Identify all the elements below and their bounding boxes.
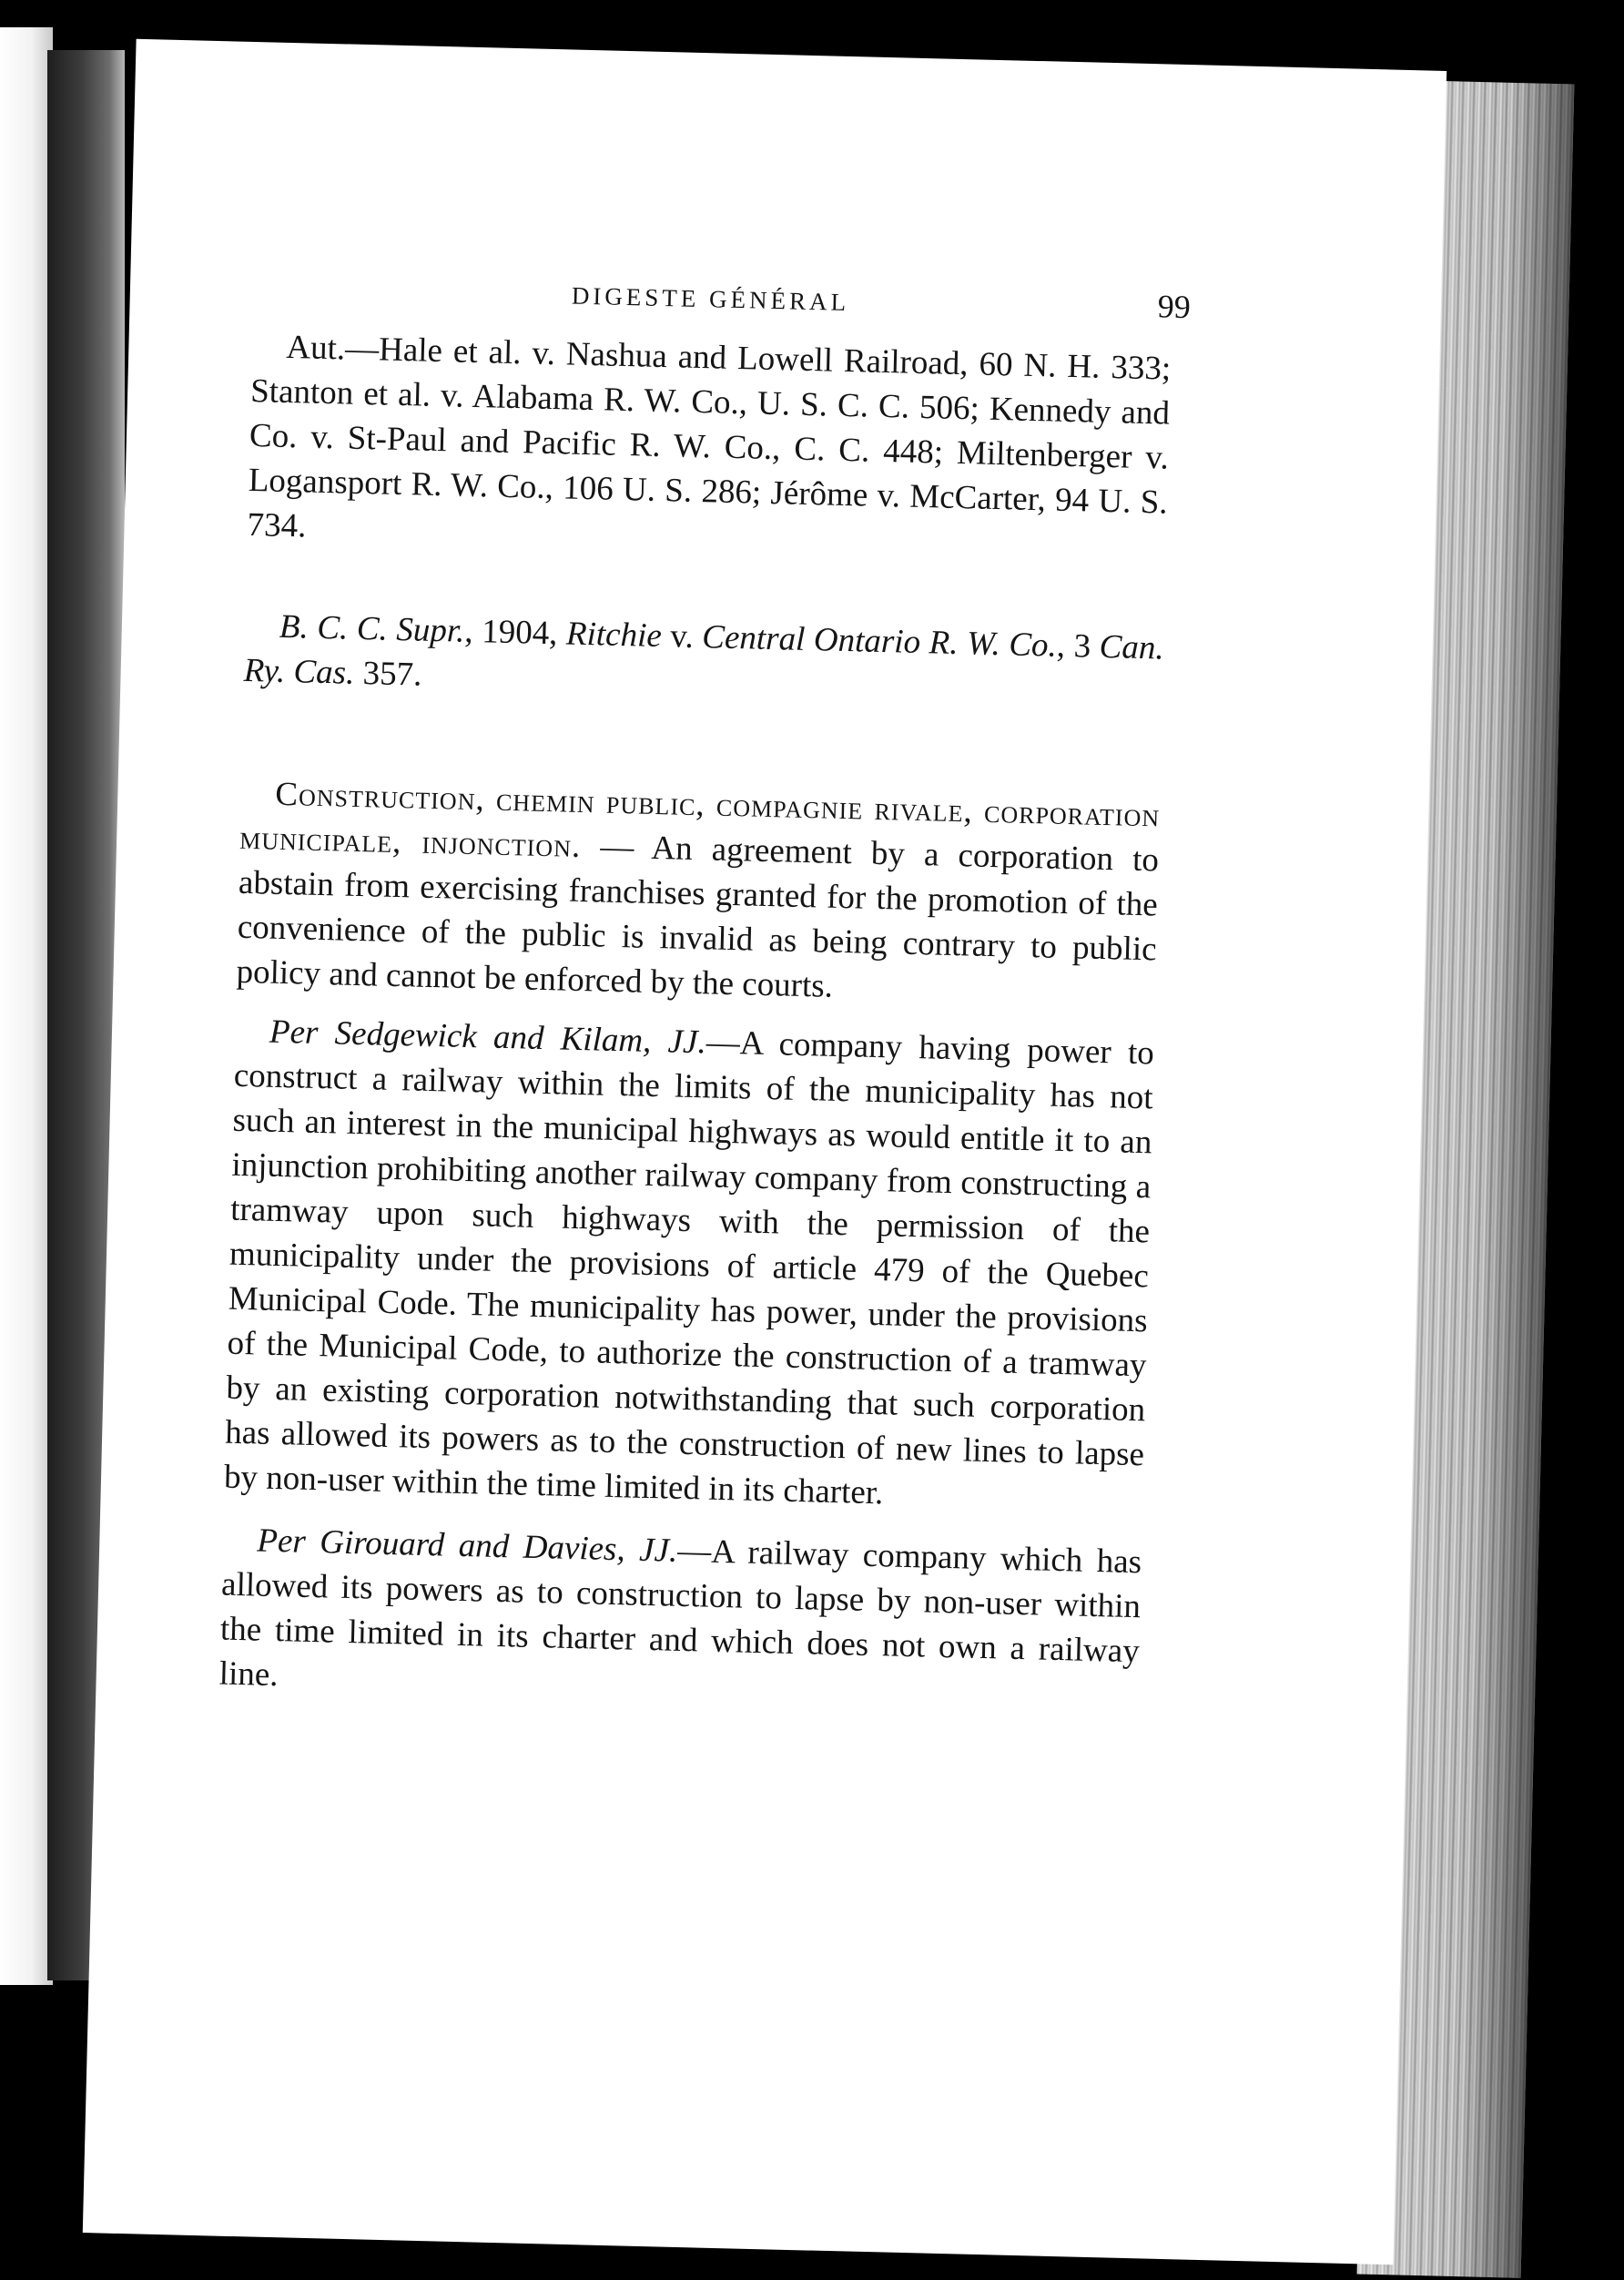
entry-summary: An agreement by a corporation to abstain from exercising franchises granted for the promotion of the convenience of the public is invalid as being contrary to public policy and cannot be enforced by the courts. (236, 829, 1160, 1005)
book-page (83, 39, 1446, 2265)
running-head: DIGESTE GÉNÉRAL (571, 281, 850, 316)
source-party-1: Ritchie (565, 615, 663, 656)
entry-dash: — (580, 827, 652, 867)
source-court: B. C. C. Supr. (279, 607, 465, 650)
source-party-2: Central Ontario R. W. Co. (701, 618, 1058, 665)
opinion-2-text: —A railway company which has allowed its powers as to construction to lapse by non-user within the time limited in its charter and which does not own a railway line. (218, 1532, 1142, 1695)
source-page: 357. (353, 654, 422, 694)
opinion-paragraph-2 (218, 1518, 1142, 1719)
page-text-block (218, 260, 1192, 1718)
source-v: v. (661, 617, 703, 657)
source-year: , 1904, (463, 612, 567, 653)
page-number: 99 (1157, 288, 1192, 326)
entry-summary-paragraph (236, 771, 1161, 1017)
opinion-1-text: —A company having power to construct a railway within the limits of the municipality has not such an interest in the municipal highways as would entitle it to an injunction prohibiting another railway company from constructing a tramway upon such highways with the permission of the municipality under the provisions of article 479 of the Quebec Municipal Code. The municipality has power, under the provisions of the Municipal Code, to authorize the construction of a tramway by an existing corporation notwithstanding that such corporation has allowed its powers as to the construction of new lines to lapse by non-user within the time limited in its charter. (223, 1023, 1155, 1512)
source-volume: , 3 (1056, 626, 1101, 666)
authorities-paragraph: Aut.—Hale et al. v. Nashua and Lowell Railroad, 60 N. H. 333; Stanton et al. v. Alabama R. W. Co., U. S. C. C. 506; Kennedy and Co. v. St-Paul and Pacific R. W. Co., C. C. 448; Miltenberger v. Logansport R. W. Co., 106 U. S. 286; Jérôme v. McCarter, 94 U. S. 734. (247, 328, 1172, 545)
opinion-1-judges: Per Sedgewick and Kilam, JJ. (269, 1013, 707, 1062)
opinion-paragraph-1 (223, 1009, 1154, 1522)
source-report: Can. Ry. Cas. (243, 627, 1165, 692)
entry-heading: Construction, chemin public, compagnie rivale, corporation municipale, injonction. (239, 775, 1161, 865)
left-page-edge (0, 27, 53, 1985)
source-citation (243, 604, 1164, 716)
opinion-2-judges: Per Girouard and Davies, JJ. (256, 1522, 678, 1570)
